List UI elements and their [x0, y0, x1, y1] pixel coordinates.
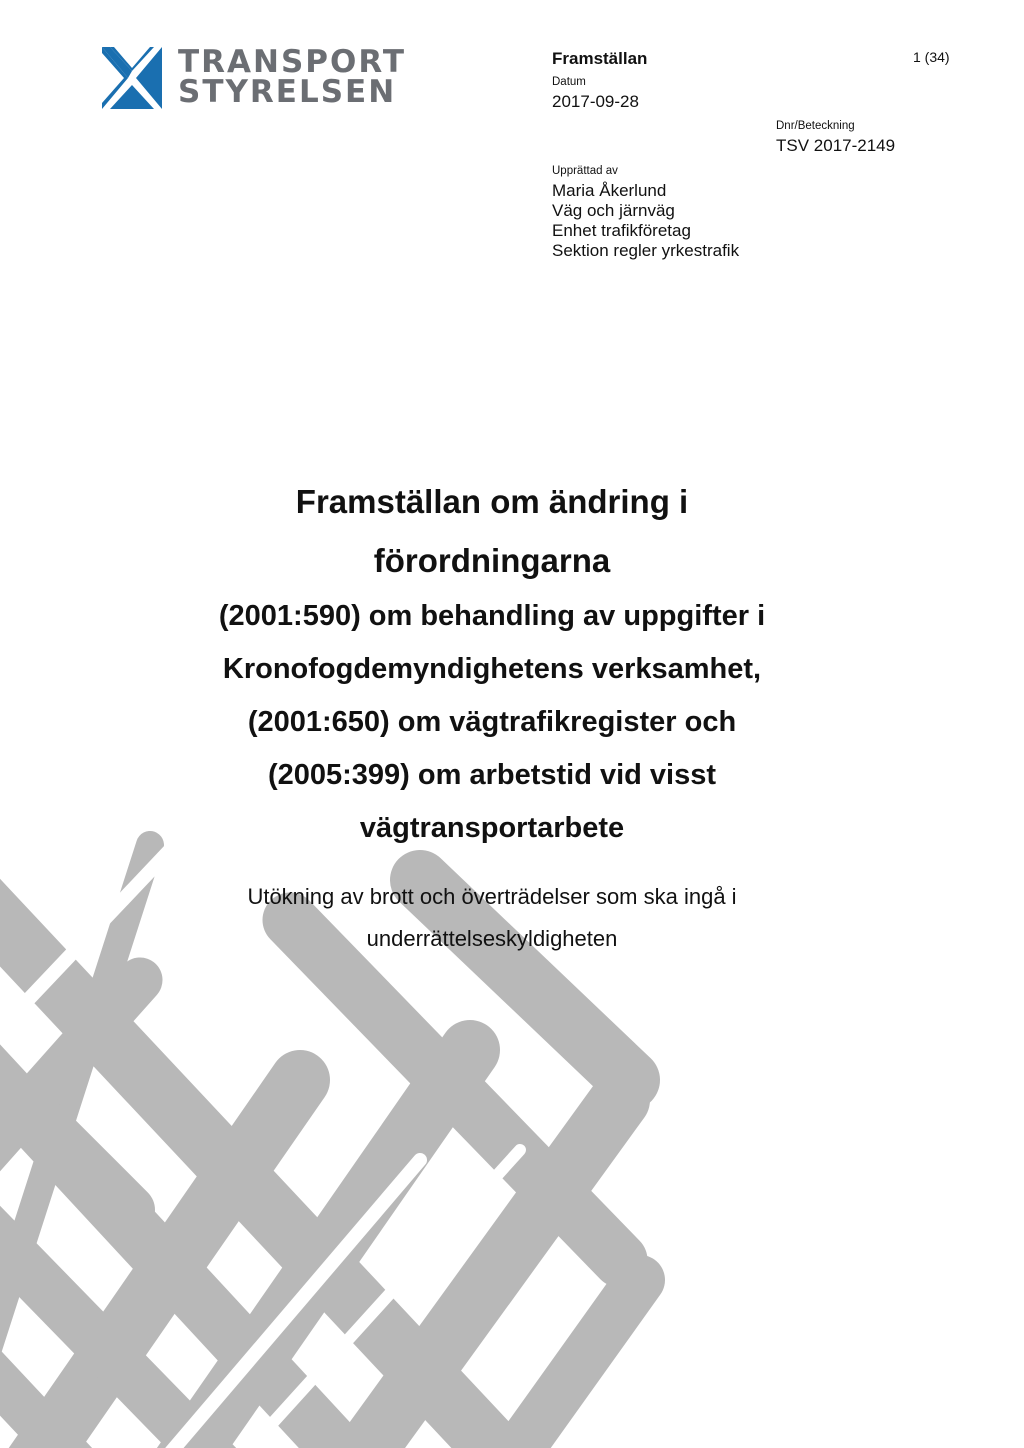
- author-unit: Enhet trafikföretag: [552, 221, 691, 240]
- title-line: Framställan om ändring i: [295, 483, 689, 520]
- title-line: förordningarna: [373, 542, 611, 579]
- author-section: Sektion regler yrkestrafik: [552, 241, 740, 260]
- title-subline: (2001:590) om behandling av uppgifter i: [218, 600, 766, 632]
- document-title: [150, 472, 834, 855]
- reference-label: Dnr/Beteckning: [776, 120, 855, 132]
- page-number: 1 (34): [913, 49, 950, 65]
- logo-line-2: STYRELSEN: [178, 74, 397, 110]
- logo-mark-icon: [102, 47, 162, 109]
- title-subline: (2005:399) om arbetstid vid visst: [267, 759, 717, 791]
- date-value: 2017-09-28: [552, 92, 639, 111]
- author-department: Väg och järnväg: [552, 201, 675, 220]
- date-label: Datum: [552, 76, 586, 88]
- title-subline: vägtransportarbete: [359, 812, 625, 844]
- document-subtitle: [150, 876, 834, 960]
- author-label: Upprättad av: [552, 165, 618, 177]
- document-type: Framställan: [552, 49, 648, 68]
- company-logo: [102, 44, 406, 111]
- title-subline: Kronofogdemyndighetens verksamhet,: [222, 653, 762, 685]
- subtitle-line: Utökning av brott och överträdelser som ska ingå i: [247, 884, 737, 909]
- author-name: Maria Åkerlund: [552, 181, 667, 200]
- reference-value: TSV 2017-2149: [776, 136, 896, 155]
- title-subline: (2001:650) om vägtrafikregister och: [247, 706, 737, 738]
- logo-wordmark: [178, 44, 406, 110]
- logo-line-1: TRANSPORT: [178, 44, 406, 80]
- author-block: [552, 181, 739, 261]
- subtitle-line: underrättelseskyldigheten: [366, 926, 618, 951]
